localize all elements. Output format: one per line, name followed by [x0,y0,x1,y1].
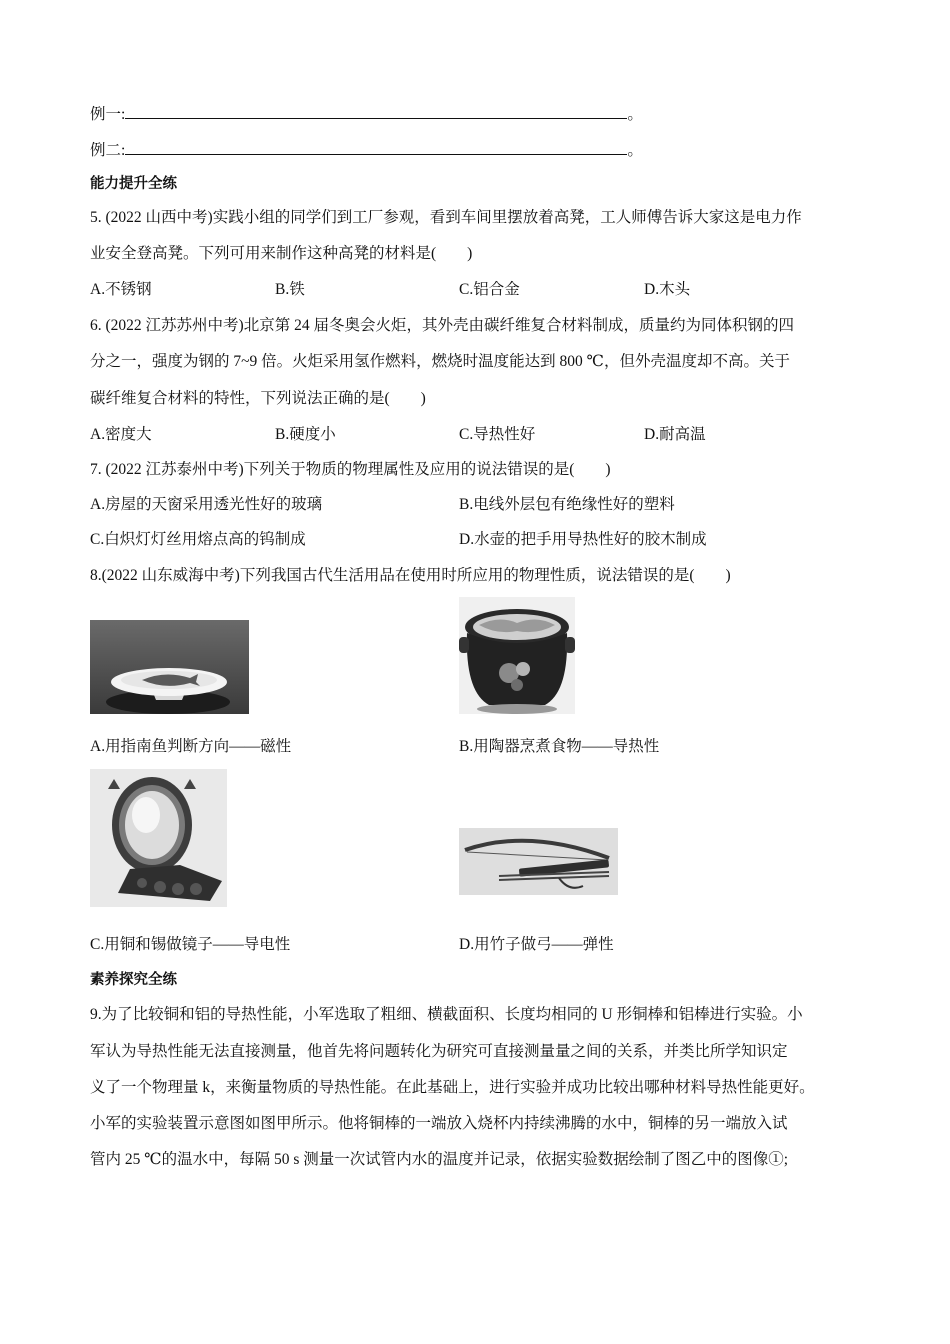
example-one-label: 例一: [90,106,126,123]
bamboo-bow-image [459,828,618,895]
q5-line1: 5. (2022 山西中考)实践小组的同学们到工厂参观，看到车间里摆放着高凳，工人师傅告诉大家这是电力作 [90,209,802,226]
q9-line4: 小军的实验装置示意图如图甲所示。他将铜棒的一端放入烧杯内持续沸腾的水中，铜棒的另一端放入试 [90,1115,788,1132]
section-title-literacy: 素养探究全练 [90,972,177,988]
q9-line5: 管内 25 ℃的温水中，每隔 50 s 测量一次试管内水的温度并记录，依据实验数据绘制了图乙中的图像①; [90,1151,789,1168]
example-one-line [90,103,643,125]
bronze-mirror-image [90,769,227,907]
example-two-end: 。 [627,142,643,159]
q9-line3: 义了一个物理量 k，来衡量物质的导热性能。在此基础上，进行实验并成功比较出哪种材料导热性能更好。 [90,1079,815,1096]
q6-line3: 碳纤维复合材料的特性，下列说法正确的是( ) [90,390,426,407]
q8-option-c: C.用铜和锡做镜子——导电性 [90,936,291,953]
ceramic-pot-image [459,597,575,714]
q6-line1: 6. (2022 江苏苏州中考)北京第 24 届冬奥会火炬，其外壳由碳纤维复合材料制成，质量约为同体积钢的四 [90,317,794,334]
section-title-ability: 能力提升全练 [90,176,177,192]
q8-option-a: A.用指南鱼判断方向——磁性 [90,738,292,755]
example-two-label: 例二: [90,142,126,159]
q7-line1: 7. (2022 江苏泰州中考)下列关于物质的物理属性及应用的说法错误的是( ) [90,461,611,478]
compass-fish-image [90,620,249,714]
q6-line2: 分之一，强度为钢的 7~9 倍。火炬采用氢作燃料，燃烧时温度能达到 800 ℃，但外壳温度却不高。关于 [90,353,790,370]
q9-line1: 9.为了比较铜和铝的导热性能，小军选取了粗细、横截面积、长度均相同的 U 形铜棒和铝棒进行实验。小 [90,1006,803,1023]
q6-option-d: D.耐高温 [644,426,706,443]
q8-line1: 8.(2022 山东威海中考)下列我国古代生活用品在使用时所应用的物理性质，说法错误的是( ) [90,567,731,584]
q7-option-a: A.房屋的天窗采用透光性好的玻璃 [90,496,323,513]
q7-option-d: D.水壶的把手用导热性好的胶木制成 [459,531,707,548]
example-two-line [90,139,643,161]
q7-option-b: B.电线外层包有绝缘性好的塑料 [459,496,675,513]
q5-line2: 业安全登高凳。下列可用来制作这种高凳的材料是( ) [90,245,473,262]
example-two-blank[interactable] [125,139,627,155]
q5-option-c: C.铝合金 [459,281,520,298]
q5-option-a: A.不锈钢 [90,281,152,298]
q6-option-c: C.导热性好 [459,426,536,443]
example-one-blank[interactable] [125,103,627,119]
q9-line2: 军认为导热性能无法直接测量，他首先将问题转化为研究可直接测量量之间的关系，并类比所学知识定 [90,1043,788,1060]
example-one-end: 。 [627,106,643,123]
q6-option-a: A.密度大 [90,426,152,443]
q5-option-b: B.铁 [275,281,305,298]
q8-option-d: D.用竹子做弓——弹性 [459,936,614,953]
q5-option-d: D.木头 [644,281,691,298]
q8-option-b: B.用陶器烹煮食物——导热性 [459,738,660,755]
q6-option-b: B.硬度小 [275,426,336,443]
q7-option-c: C.白炽灯灯丝用熔点高的钨制成 [90,531,306,548]
